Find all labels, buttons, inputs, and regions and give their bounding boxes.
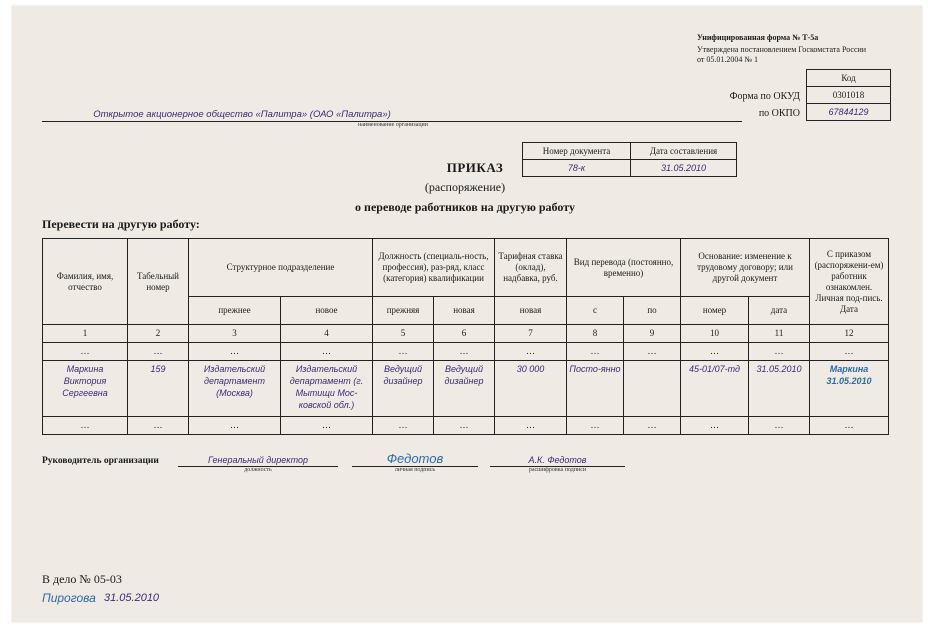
doc-number: 78-к <box>523 160 631 177</box>
ellipsis-cell: … <box>810 417 889 435</box>
ellipsis-row <box>43 343 889 361</box>
column-number: 3 <box>189 325 281 343</box>
rate-new: 30 000 <box>495 361 567 417</box>
transfer-to <box>624 361 681 417</box>
dept-new: Издательский департамент (г. Мытищи Мос-ковской обл.) <box>281 361 373 417</box>
column-number: 4 <box>281 325 373 343</box>
sub-position-previous: прежняя <box>373 297 434 325</box>
sub-from: с <box>567 297 624 325</box>
codes-table <box>806 69 891 121</box>
sub-basis-number: номер <box>681 297 749 325</box>
okpo-label: по ОКПО <box>758 108 800 119</box>
clerk-date: 31.05.2010 <box>104 592 160 604</box>
column-number: 1 <box>43 325 128 343</box>
header-name: Фамилия, имя, отчество <box>43 239 128 325</box>
ellipsis-cell: … <box>810 343 889 361</box>
ellipsis-cell: … <box>373 417 434 435</box>
ellipsis-cell: … <box>43 343 128 361</box>
ellipsis-cell: … <box>624 417 681 435</box>
ellipsis-cell: … <box>624 343 681 361</box>
ellipsis-row <box>43 417 889 435</box>
column-number: 8 <box>567 325 624 343</box>
header-tab-number: Табельный номер <box>128 239 189 325</box>
organization-name: Открытое акционерное общество «Палитра» (ОАО «Палитра») <box>93 109 391 120</box>
order-subtitle: (распоряжение) <box>424 180 506 194</box>
okpo-value: 67844129 <box>807 104 891 121</box>
doc-date-label: Дата составления <box>631 143 737 160</box>
column-number: 7 <box>495 325 567 343</box>
ellipsis-cell: … <box>681 417 749 435</box>
sub-rate-new: новая <box>495 297 567 325</box>
header-rate: Тарифная ставка (оклад), надбавка, руб. <box>495 239 567 297</box>
form-approval-date: от 05.01.2004 № 1 <box>697 55 759 64</box>
okud-value: 0301018 <box>807 87 891 104</box>
doc-number-label: Номер документа <box>523 143 631 160</box>
organization-caption: наименование организации <box>358 122 428 128</box>
ellipsis-cell: … <box>43 417 128 435</box>
ellipsis-cell: … <box>281 343 373 361</box>
header-department: Структурное подразделение <box>189 239 373 297</box>
director-signature: Федотов <box>386 451 444 466</box>
employee-name: Маркина Виктория Сергеевна <box>43 361 128 417</box>
column-number: 11 <box>749 325 810 343</box>
employee-tab-number: 159 <box>128 361 189 417</box>
column-number: 6 <box>434 325 495 343</box>
okud-label: Форма по ОКУД <box>729 91 800 102</box>
ellipsis-cell: … <box>281 417 373 435</box>
header-basis: Основание: изменение к трудовому договору; или другой документ <box>681 239 810 297</box>
ellipsis-cell: … <box>567 343 624 361</box>
column-number: 2 <box>128 325 189 343</box>
doc-date: 31.05.2010 <box>631 160 737 177</box>
position-caption: должность <box>244 467 272 473</box>
sub-to: по <box>624 297 681 325</box>
column-number: 10 <box>681 325 749 343</box>
ellipsis-cell: … <box>373 343 434 361</box>
header-transfer-type: Вид перевода (постоянно, временно) <box>567 239 681 297</box>
transfer-from: Посто-янно <box>567 361 624 417</box>
signatory-position: Генеральный директор <box>207 455 308 465</box>
ellipsis-cell: … <box>567 417 624 435</box>
order-title: ПРИКАЗ <box>446 160 504 175</box>
form-code: Унифицированная форма № Т-5а <box>697 33 819 42</box>
sub-position-new: новая <box>434 297 495 325</box>
position-new: Ведущий дизайнер <box>434 361 495 417</box>
filing-note: В дело № 05-03 <box>42 572 122 586</box>
codes-header: Код <box>807 70 891 87</box>
ellipsis-cell: … <box>749 417 810 435</box>
ellipsis-cell: … <box>495 343 567 361</box>
position-previous: Ведущий дизайнер <box>373 361 434 417</box>
signature-caption: личная подпись <box>394 467 436 473</box>
sub-dept-previous: прежнее <box>189 297 281 325</box>
ellipsis-cell: … <box>749 343 810 361</box>
ellipsis-cell: … <box>434 417 495 435</box>
ellipsis-cell: … <box>189 343 281 361</box>
header-acknowledgement: С приказом (распоряжени-ем) работник ознакомлен. Личная под-пись. Дата <box>810 239 889 325</box>
ellipsis-cell: … <box>128 343 189 361</box>
signature-decoding: А.К. Федотов <box>528 455 587 465</box>
ellipsis-cell: … <box>128 417 189 435</box>
column-number: 12 <box>810 325 889 343</box>
column-number: 9 <box>624 325 681 343</box>
decoding-caption: расшифровка подписи <box>528 467 587 473</box>
ellipsis-cell: … <box>495 417 567 435</box>
ellipsis-cell: … <box>434 343 495 361</box>
sub-basis-date: дата <box>749 297 810 325</box>
column-number: 5 <box>373 325 434 343</box>
basis-date: 31.05.2010 <box>749 361 810 417</box>
dept-previous: Издательский департамент (Москва) <box>189 361 281 417</box>
acknowledgement-signature: Маркина 31.05.2010 <box>810 361 889 417</box>
clerk-signature: Пирогова <box>42 591 96 605</box>
ellipsis-cell: … <box>681 343 749 361</box>
column-numbers-row <box>43 325 889 343</box>
signature-label: Руководитель организации <box>42 456 159 466</box>
section-heading: Перевести на другую работу: <box>42 217 200 231</box>
basis-number: 45-01/07-тд <box>681 361 749 417</box>
transfer-table <box>42 238 889 435</box>
table-row <box>43 361 889 417</box>
header-position: Должность (специаль-ность, профессия), раз-ряд, класс (категория) квалификации <box>373 239 495 297</box>
ellipsis-cell: … <box>189 417 281 435</box>
order-subject: о переводе работников на другую работу <box>355 200 575 214</box>
sub-dept-new: новое <box>281 297 373 325</box>
form-approval: Утверждена постановлением Госкомстата России <box>697 45 867 54</box>
